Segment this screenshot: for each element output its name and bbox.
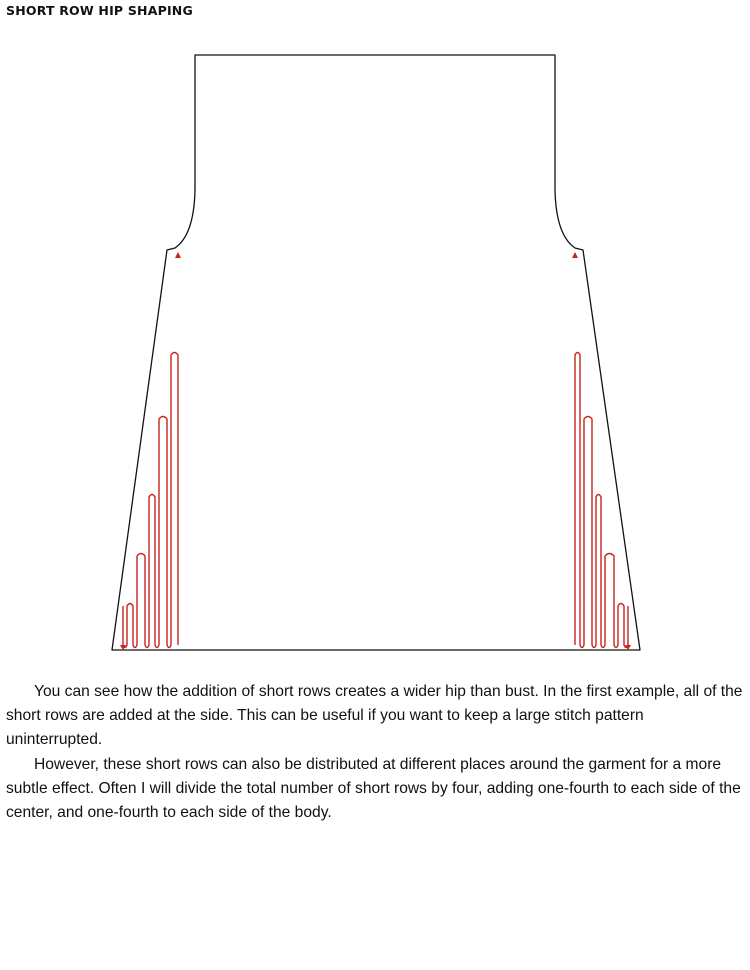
page-title: SHORT ROW HIP SHAPING <box>6 3 193 18</box>
short-rows-right <box>572 252 631 650</box>
short-row-path <box>575 353 628 648</box>
short-rows-left <box>120 252 181 650</box>
direction-arrow-icon <box>175 252 181 258</box>
direction-arrow-icon <box>572 252 578 258</box>
body-text <box>6 680 744 825</box>
paragraph-1: You can see how the addition of short rows creates a wider hip than bust. In the first example, all of the short rows are added at the side. This can be useful if you want to keep a large stitch pattern uninterrupted. <box>6 683 743 749</box>
paragraph-2: However, these short rows can also be distributed at different places around the garment for a more subtle effect. Often I will divide the total number of short rows by four, adding one-fourth to each side of the center, and one-fourth to each side of the body. <box>6 755 741 822</box>
short-row-path <box>123 353 178 648</box>
garment-outline <box>112 55 640 650</box>
